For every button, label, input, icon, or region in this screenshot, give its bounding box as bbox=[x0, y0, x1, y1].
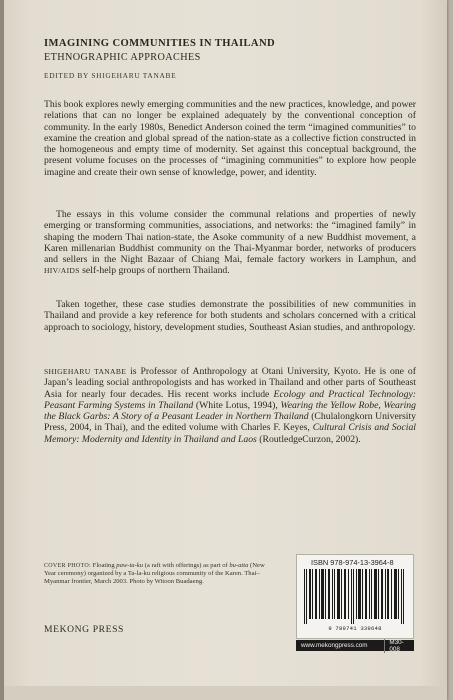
barcode-icon bbox=[302, 569, 408, 624]
cover-bottom-edge bbox=[4, 686, 447, 700]
caption-text-3: (New Year ceremony) organized by a Ta-la-ku religious community of the Karen. Thai–Myanmar frontier, March 2003. Photo by Witoon Buadaeng. bbox=[44, 562, 265, 586]
blurb-p2-text-b: self-help groups of northern Thailand. bbox=[79, 265, 230, 277]
publisher-web-strip bbox=[296, 640, 414, 651]
blurb-p2-text-a: The essays in this volume consider the communal relations and properties of newly emerging or transforming communities, associations, and networks: the “imagined family” in shaping the modern Thai nation-state, the Asoke community of a new Buddhist movement, a Karen millenarian Buddhist community on the Thai-Myanmar border, networks of producers and sellers in the Night Bazaar of Chiang Mai, female factory workers in Lamphun, and bbox=[44, 209, 416, 265]
bio-text-4: (RoutledgeCurzon, 2002). bbox=[256, 433, 361, 445]
author-name: SHIGEHARU TANABE bbox=[44, 367, 127, 376]
book-title: IMAGINING COMMUNITIES IN THAILAND bbox=[44, 38, 276, 49]
bio-text-3: (Chulalongkorn University Press, 2004, in Thai), and the edited volume with Charles F. Keyes, bbox=[44, 411, 416, 434]
caption-italic-1: paw-ta-ku bbox=[116, 562, 144, 569]
blurb-paragraph-1: This book explores newly emerging communities and the new practices, knowledge, and power relations that can no longer be explained adequately by the conventional conception of community. In the early 1980s, Benedict Anderson coined the term “imagined communities” to examine the creation and global spread of the nation-state as a collective fiction constructed in the homogeneous and empty time of modernity. Set against this conceptual background, the present volume focuses on the processes of “imagining communities” to explore how people imagine and create their own sense of knowledge, power, and identity. bbox=[44, 99, 416, 178]
cover-photo-label: COVER PHOTO: bbox=[44, 563, 91, 569]
book-back-cover bbox=[4, 0, 447, 700]
author-bio bbox=[44, 366, 416, 445]
book-subtitle: ETHNOGRAPHIC APPROACHES bbox=[44, 52, 201, 63]
caption-italic-2: bu-atta bbox=[229, 562, 249, 569]
caption-text-1: Floating bbox=[91, 562, 117, 569]
isbn-label: ISBN 978-974-13-3964-8 bbox=[311, 558, 394, 567]
blurb-p2-hiv-aids: HIV/AIDS bbox=[44, 266, 80, 276]
product-code: M30-008 bbox=[384, 639, 414, 653]
blurb-paragraph-3: Taken together, these case studies demonstrate the possibilities of new communities in Thailand and provide a key reference for both students and scholars concerned with a critical approach to sociology, history, development studies, Southeast Asian studies, and anthropology. bbox=[44, 299, 416, 333]
bio-work-2: Wearing the Yellow Robe, Wearing the Black Garbs: A Story of a Peasant Leader in Northern Thailand bbox=[44, 399, 416, 422]
publisher-name: MEKONG PRESS bbox=[44, 624, 124, 635]
barcode-box bbox=[296, 554, 414, 639]
bio-work-1: Ecology and Practical Technology: Peasant Farming Systems in Thailand bbox=[44, 388, 416, 411]
barcode-digits: 9 789741 339648 bbox=[328, 625, 382, 632]
book-editor: EDITED BY SHIGEHARU TANABE bbox=[44, 71, 177, 80]
blurb-paragraph-2 bbox=[44, 209, 416, 277]
bio-text-1: is Professor of Anthropology at Otani University, Kyoto. He is one of Japan’s leading social anthropologists and has worked in Thailand and other parts of Southeast Asia for nearly four decades. His recent works include bbox=[44, 366, 416, 400]
bio-work-3: Cultural Crisis and Social Memory: Modernity and Identity in Thailand and Laos bbox=[44, 422, 416, 445]
publisher-website: www.mekongpress.com bbox=[301, 642, 368, 649]
caption-text-2: (a raft with offerings) as part of bbox=[143, 562, 230, 569]
cover-photo-caption bbox=[44, 562, 274, 586]
bio-text-2: (White Lotus, 1994), bbox=[193, 399, 281, 411]
